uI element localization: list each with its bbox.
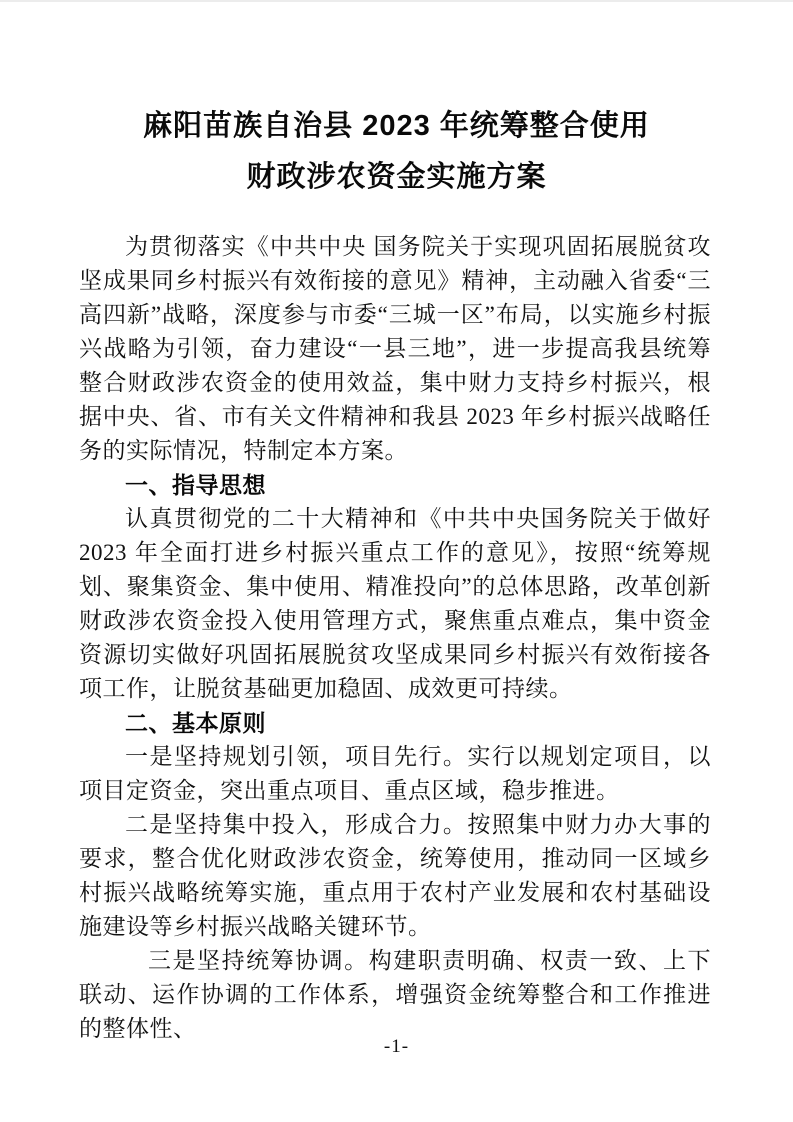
paragraph-preamble: 为贯彻落实《中共中央 国务院关于实现巩固拓展脱贫攻坚成果同乡村振兴有效衔接的意见》精神，主动融入省委“三高四新”战略，深度参与市委“三城一区”布局，以实施乡村振兴战略为引领，奋力建设“一县三地”，进一步提高我县统筹整合财政涉农资金的使用效益，集中财力支持乡村振兴，根据中央、省、市有关文件精神和我县 2023 年乡村振兴战略任务的实际情况，特制定本方案。 bbox=[79, 234, 711, 463]
document-title-line-1: 麻阳苗族自治县 2023 年统筹整合使用 bbox=[143, 110, 650, 142]
document-title-line-2: 财政涉农资金实施方案 bbox=[246, 161, 547, 193]
paragraph-guiding-ideology: 认真贯彻党的二十大精神和《中共中央国务院关于做好 2023 年全面打进乡村振兴重点工作的意见》，按照“统筹规划、聚集资金、集中使用、精准投向”的总体思路，改革创新财政涉农资金投入使用管理方式，聚焦重点难点，集中资金资源切实做好巩固拓展脱贫攻坚成果同乡村振兴有效衔接各项工作，让脱贫基础更加稳固、成效更可持续。 bbox=[79, 506, 711, 701]
paragraph-principle-2: 二是坚持集中投入，形成合力。按照集中财力办大事的要求，整合优化财政涉农资金，统筹使用，推动同一区域乡村振兴战略统筹实施，重点用于农村产业发展和农村基础设施建设等乡村振兴战略关键环节。 bbox=[79, 812, 711, 939]
page-number: -1- bbox=[383, 1036, 410, 1057]
document-body bbox=[79, 230, 711, 1046]
section-heading-guiding-ideology: 一、指导思想 bbox=[125, 472, 266, 498]
document-title bbox=[0, 2, 793, 203]
paragraph-principle-1: 一是坚持规划引领，项目先行。实行以规划定项目，以项目定资金，突出重点项目、重点区域，稳步推进。 bbox=[79, 744, 711, 803]
section-heading-basic-principles: 二、基本原则 bbox=[125, 710, 266, 736]
paragraph-principle-3: 三是坚持统筹协调。构建职责明确、权责一致、上下联动、运作协调的工作体系，增强资金统筹整合和工作推进的整体性、 bbox=[79, 948, 711, 1041]
